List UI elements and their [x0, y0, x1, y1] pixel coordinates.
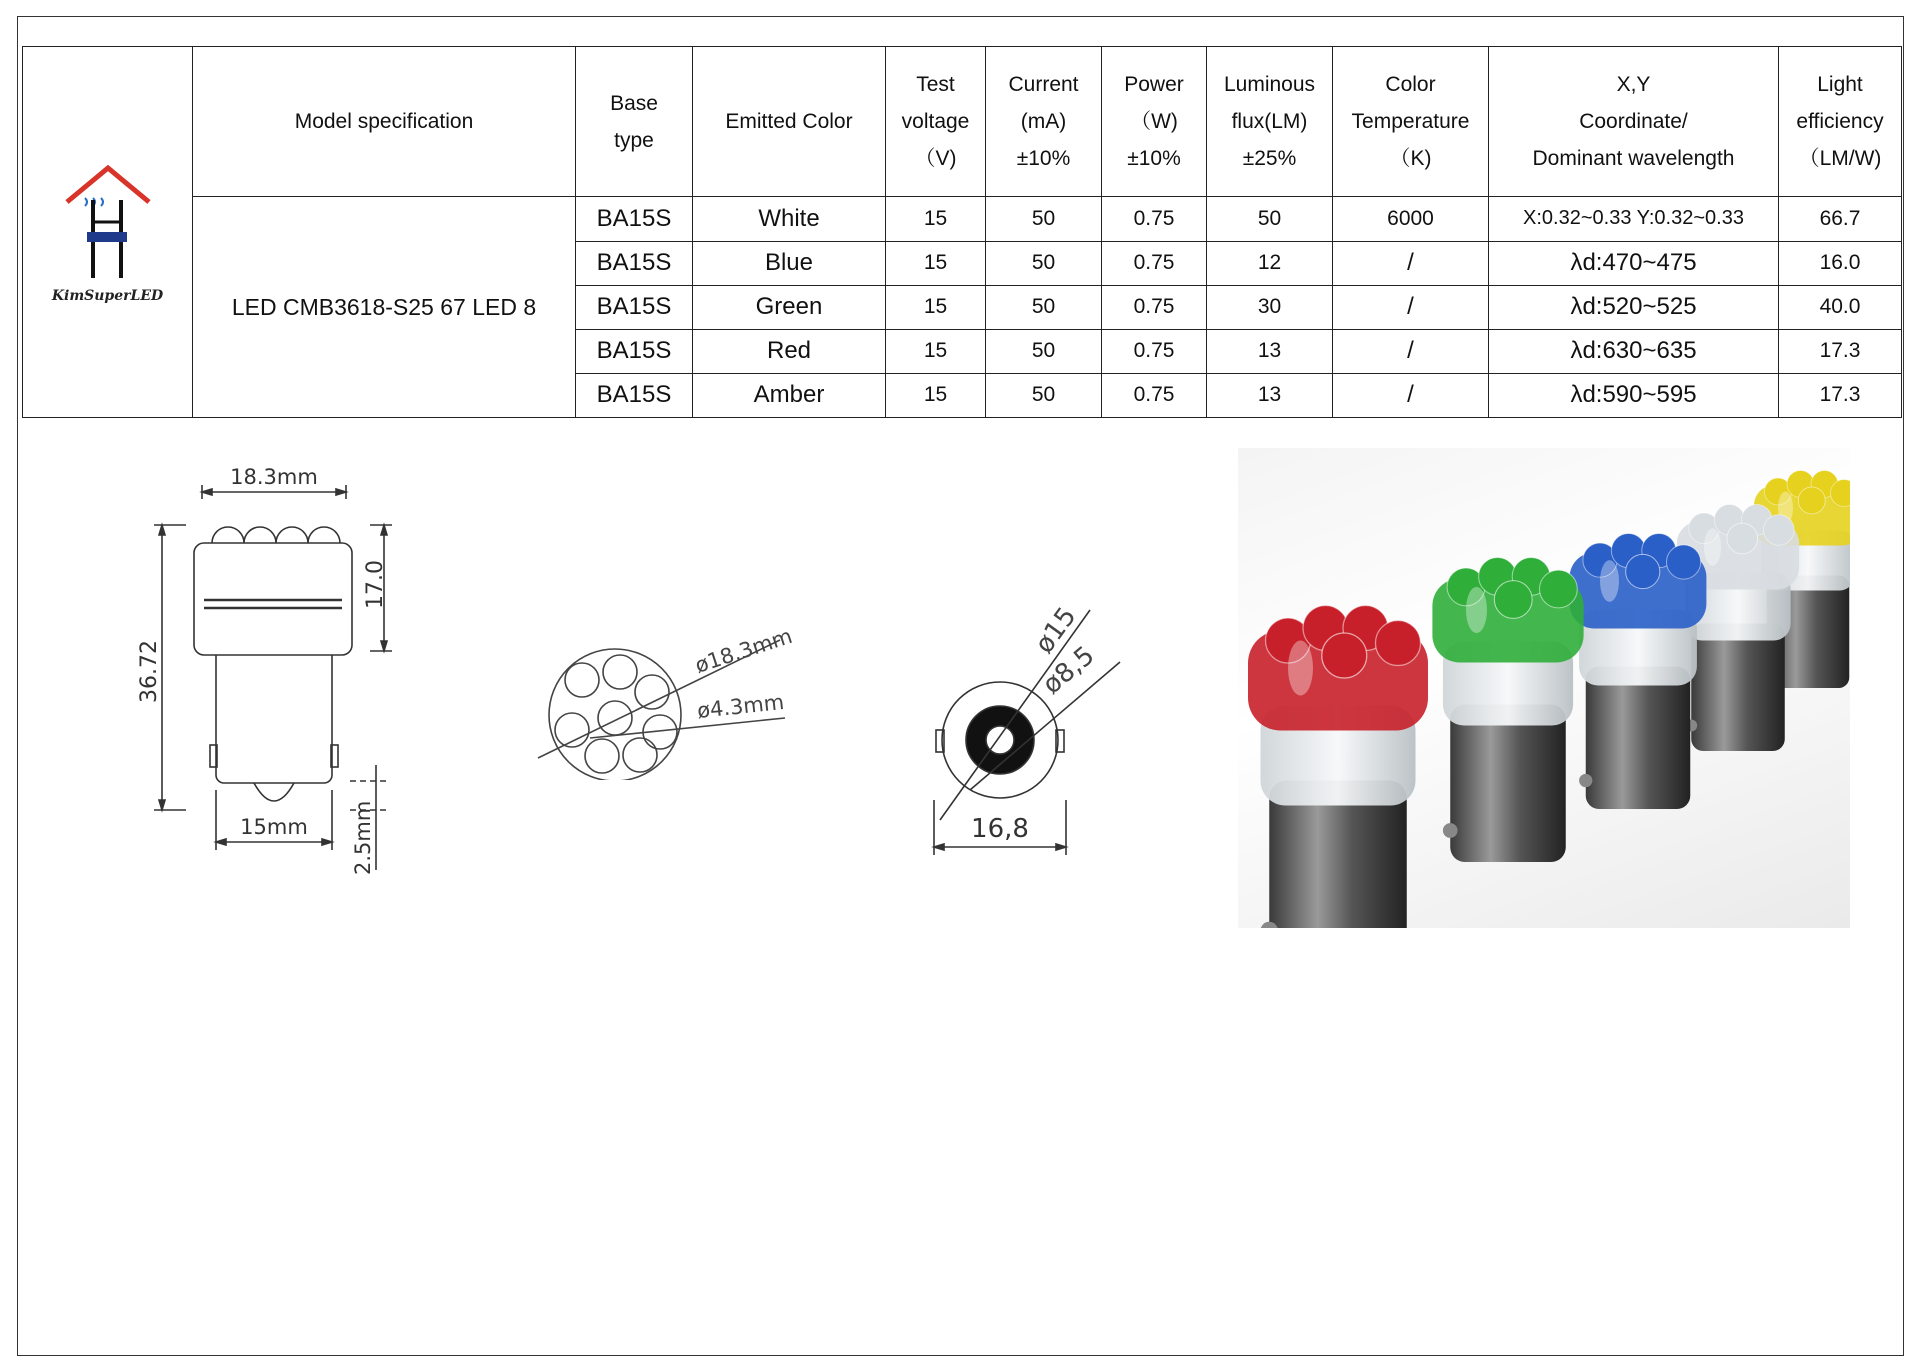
cell-current: 50 — [986, 285, 1102, 329]
cell-base: BA15S — [576, 373, 693, 417]
cell-flux: 30 — [1207, 285, 1333, 329]
cell-base: BA15S — [576, 197, 693, 241]
cell-power: 0.75 — [1102, 373, 1207, 417]
header-color: Emitted Color — [693, 47, 886, 197]
dim-bottom-outer: ø15 — [1029, 601, 1083, 660]
header-current: Current (mA) ±10% — [986, 47, 1102, 197]
cell-current: 50 — [986, 373, 1102, 417]
header-flux: Luminous flux(LM) ±25% — [1207, 47, 1333, 197]
cell-voltage: 15 — [886, 373, 986, 417]
cell-xy: λd:590~595 — [1489, 373, 1779, 417]
dim-pin: 2.5mm — [351, 800, 375, 875]
cell-cct: / — [1333, 241, 1489, 285]
table-row — [23, 197, 1902, 241]
cell-flux: 13 — [1207, 329, 1333, 373]
cell-power: 0.75 — [1102, 197, 1207, 241]
cell-power: 0.75 — [1102, 241, 1207, 285]
cell-power: 0.75 — [1102, 329, 1207, 373]
cell-xy: λd:630~635 — [1489, 329, 1779, 373]
cell-xy: X:0.32~0.33 Y:0.32~0.33 — [1489, 197, 1779, 241]
header-model: Model specification — [193, 47, 576, 197]
spec-table — [22, 46, 1902, 418]
cell-flux: 12 — [1207, 241, 1333, 285]
header-power: Power （W) ±10% — [1102, 47, 1207, 197]
brand-name: KimSuperLED — [51, 288, 164, 304]
cell-color: Green — [693, 285, 886, 329]
cell-efficiency: 16.0 — [1779, 241, 1902, 285]
kimsuperled-logo-icon — [63, 160, 153, 280]
cell-current: 50 — [986, 197, 1102, 241]
cell-color: Red — [693, 329, 886, 373]
cell-efficiency: 17.3 — [1779, 329, 1902, 373]
cell-base: BA15S — [576, 329, 693, 373]
logo-cell — [23, 47, 193, 418]
model-name: LED CMB3618-S25 67 LED 8 — [193, 197, 576, 418]
cell-color: Blue — [693, 241, 886, 285]
bottom-view-drawing — [920, 600, 1140, 860]
cell-base: BA15S — [576, 241, 693, 285]
cell-current: 50 — [986, 329, 1102, 373]
cell-efficiency: 17.3 — [1779, 373, 1902, 417]
dim-bottom-inner: ø8,5 — [1037, 640, 1101, 701]
cell-efficiency: 66.7 — [1779, 197, 1902, 241]
dim-top-outer: ø18.3mm — [692, 623, 796, 678]
dim-top-led: ø4.3mm — [696, 689, 786, 723]
cell-color: White — [693, 197, 886, 241]
header-xy: X,Y Coordinate/ Dominant wavelength — [1489, 47, 1779, 197]
cell-voltage: 15 — [886, 197, 986, 241]
cell-flux: 50 — [1207, 197, 1333, 241]
header-efficiency: Light efficiency （LM/W) — [1779, 47, 1902, 197]
top-view-drawing — [530, 610, 800, 780]
cell-voltage: 15 — [886, 329, 986, 373]
dim-height: 36.72 — [137, 640, 162, 703]
header-voltage: Test voltage （V) — [886, 47, 986, 197]
side-view-drawing — [130, 465, 420, 885]
cell-power: 0.75 — [1102, 285, 1207, 329]
dim-head: 17.0 — [363, 560, 388, 609]
led-bulb — [1570, 534, 1707, 810]
product-photo — [1238, 448, 1850, 928]
led-bulb — [1432, 558, 1583, 863]
led-bulbs-photo — [1238, 448, 1850, 928]
cell-current: 50 — [986, 241, 1102, 285]
cell-cct: / — [1333, 329, 1489, 373]
cell-voltage: 15 — [886, 285, 986, 329]
dim-width: 18.3mm — [230, 465, 318, 489]
led-bulb — [1248, 606, 1428, 929]
header-cct: Color Temperature （K) — [1333, 47, 1489, 197]
cell-cct: 6000 — [1333, 197, 1489, 241]
cell-xy: λd:470~475 — [1489, 241, 1779, 285]
cell-cct: / — [1333, 285, 1489, 329]
cell-efficiency: 40.0 — [1779, 285, 1902, 329]
cell-cct: / — [1333, 373, 1489, 417]
cell-base: BA15S — [576, 285, 693, 329]
header-row — [23, 47, 1902, 197]
dim-bottom-width: 16,8 — [971, 814, 1029, 844]
cell-xy: λd:520~525 — [1489, 285, 1779, 329]
cell-flux: 13 — [1207, 373, 1333, 417]
cell-voltage: 15 — [886, 241, 986, 285]
dim-base: 15mm — [240, 815, 308, 839]
cell-color: Amber — [693, 373, 886, 417]
header-base: Base type — [576, 47, 693, 197]
